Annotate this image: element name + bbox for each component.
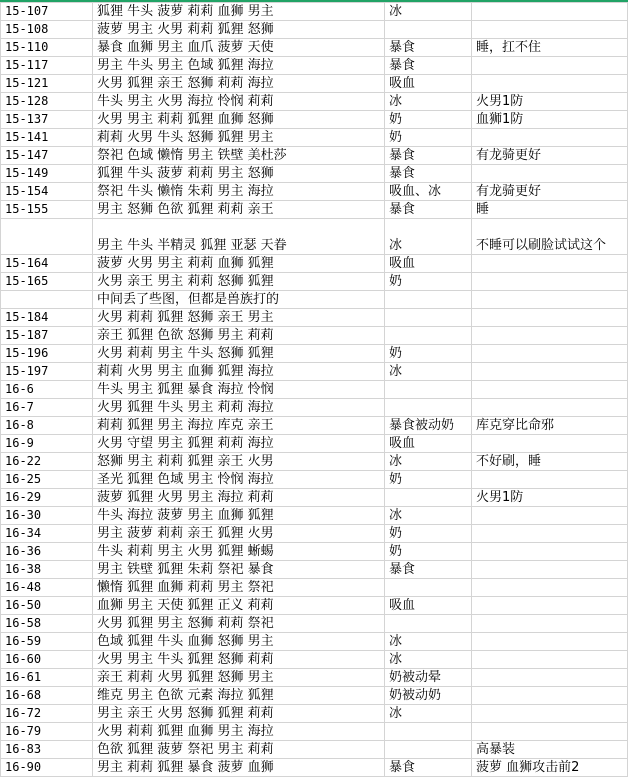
table-row — [1, 489, 628, 507]
table-row — [1, 507, 628, 525]
cell-id[interactable]: 16-59 — [1, 633, 93, 651]
cell-team[interactable]: 圣光 狐狸 色域 男主 怜悯 海拉 — [93, 471, 385, 489]
cell-id[interactable]: 15-187 — [1, 327, 93, 345]
cell-team[interactable]: 莉莉 火男 男主 血狮 狐狸 海拉 — [93, 363, 385, 381]
cell-note[interactable] — [472, 309, 628, 327]
cell-id[interactable]: 16-68 — [1, 687, 93, 705]
cell-ability[interactable]: 吸血 — [385, 435, 472, 453]
table-row — [1, 3, 628, 21]
table-row — [1, 579, 628, 597]
cell-note[interactable]: 不好刷，睡 — [472, 453, 628, 471]
table-row — [1, 651, 628, 669]
cell-note[interactable] — [472, 57, 628, 75]
table-row — [1, 543, 628, 561]
table-row — [1, 345, 628, 363]
cell-id[interactable]: 16-8 — [1, 417, 93, 435]
table-row — [1, 741, 628, 759]
cell-note[interactable] — [472, 75, 628, 93]
table-row — [1, 597, 628, 615]
cell-team[interactable]: 火男 狐狸 牛头 男主 莉莉 海拉 — [93, 399, 385, 417]
cell-team[interactable]: 火男 狐狸 亲王 怒狮 莉莉 海拉 — [93, 75, 385, 93]
table-row — [1, 759, 628, 777]
cell-team[interactable]: 菠萝 狐狸 火男 男主 海拉 莉莉 — [93, 489, 385, 507]
table-row — [1, 687, 628, 705]
cell-ability[interactable]: 暴食 — [385, 561, 472, 579]
cell-id[interactable]: 16-9 — [1, 435, 93, 453]
cell-ability[interactable] — [385, 489, 472, 507]
table-row — [1, 363, 628, 381]
cell-note[interactable] — [472, 723, 628, 741]
cell-team[interactable]: 怒狮 男主 莉莉 狐狸 亲王 火男 — [93, 453, 385, 471]
cell-team[interactable]: 火男 男主 莉莉 狐狸 血狮 怒狮 — [93, 111, 385, 129]
cell-ability[interactable] — [385, 309, 472, 327]
table-row — [1, 255, 628, 273]
cell-ability[interactable]: 奶 — [385, 273, 472, 291]
cell-id[interactable]: 16-58 — [1, 615, 93, 633]
cell-note[interactable]: 火男1防 — [472, 93, 628, 111]
cell-ability[interactable]: 暴食 — [385, 165, 472, 183]
cell-team[interactable]: 火男 莉莉 狐狸 血狮 男主 海拉 — [93, 723, 385, 741]
cell-id[interactable] — [1, 219, 93, 255]
cell-id[interactable]: 16-30 — [1, 507, 93, 525]
table-row — [1, 75, 628, 93]
cell-ability[interactable]: 奶 — [385, 111, 472, 129]
cell-id[interactable]: 15-141 — [1, 129, 93, 147]
cell-ability[interactable] — [385, 381, 472, 399]
cell-id[interactable]: 16-83 — [1, 741, 93, 759]
cell-note[interactable] — [472, 255, 628, 273]
cell-team[interactable]: 牛头 莉莉 男主 火男 狐狸 蜥蜴 — [93, 543, 385, 561]
cell-ability[interactable]: 冰 — [385, 93, 472, 111]
cell-ability[interactable]: 奶被动奶 — [385, 687, 472, 705]
cell-team[interactable]: 色域 狐狸 牛头 血狮 怒狮 男主 — [93, 633, 385, 651]
cell-team[interactable]: 菠萝 男主 火男 莉莉 狐狸 怒狮 — [93, 21, 385, 39]
table-row — [1, 381, 628, 399]
cell-team[interactable]: 菠萝 火男 男主 莉莉 血狮 狐狸 — [93, 255, 385, 273]
cell-note[interactable]: 有龙骑更好 — [472, 183, 628, 201]
table-row — [1, 183, 628, 201]
cell-team[interactable]: 亲王 狐狸 色欲 怒狮 男主 莉莉 — [93, 327, 385, 345]
table-row — [1, 525, 628, 543]
table-row — [1, 147, 628, 165]
cell-ability[interactable]: 吸血 — [385, 75, 472, 93]
cell-note[interactable] — [472, 399, 628, 417]
table-row — [1, 471, 628, 489]
table-row — [1, 615, 628, 633]
cell-id[interactable]: 16-7 — [1, 399, 93, 417]
cell-ability[interactable]: 吸血、冰 — [385, 183, 472, 201]
cell-note[interactable]: 菠萝 血狮攻击前2 — [472, 759, 628, 777]
cell-note[interactable] — [472, 561, 628, 579]
cell-note[interactable] — [472, 363, 628, 381]
table-row — [1, 21, 628, 39]
cell-id[interactable]: 15-110 — [1, 39, 93, 57]
cell-ability[interactable]: 冰 — [385, 363, 472, 381]
cell-ability[interactable]: 冰 — [385, 3, 472, 21]
table-row — [1, 453, 628, 471]
cell-ability[interactable] — [385, 723, 472, 741]
cell-note[interactable] — [472, 435, 628, 453]
cell-team[interactable]: 火男 男主 牛头 狐狸 怒狮 莉莉 — [93, 651, 385, 669]
cell-team[interactable]: 中间丢了些图，但都是兽族打的 — [93, 291, 385, 309]
table-row — [1, 705, 628, 723]
cell-ability[interactable]: 吸血 — [385, 255, 472, 273]
cell-ability[interactable]: 暴食 — [385, 201, 472, 219]
cell-id[interactable]: 16-61 — [1, 669, 93, 687]
data-grid — [0, 2, 628, 777]
table-row — [1, 39, 628, 57]
cell-note[interactable] — [472, 21, 628, 39]
cell-note[interactable]: 高暴装 — [472, 741, 628, 759]
cell-note[interactable] — [472, 165, 628, 183]
cell-note[interactable] — [472, 687, 628, 705]
cell-team[interactable]: 男主 亲王 火男 怒狮 狐狸 莉莉 — [93, 705, 385, 723]
cell-team[interactable]: 莉莉 狐狸 男主 海拉 库克 亲王 — [93, 417, 385, 435]
cell-team[interactable]: 男主 菠萝 莉莉 亲王 狐狸 火男 — [93, 525, 385, 543]
cell-team[interactable]: 狐狸 牛头 菠萝 莉莉 男主 怒狮 — [93, 165, 385, 183]
cell-team[interactable]: 火男 亲王 男主 莉莉 怒狮 狐狸 — [93, 273, 385, 291]
cell-note[interactable]: 睡，扛不住 — [472, 39, 628, 57]
cell-note[interactable] — [472, 705, 628, 723]
table-row — [1, 273, 628, 291]
table-row — [1, 129, 628, 147]
table-row — [1, 399, 628, 417]
cell-ability[interactable]: 冰 — [385, 453, 472, 471]
cell-id[interactable]: 15-117 — [1, 57, 93, 75]
cell-id[interactable] — [1, 291, 93, 309]
cell-id[interactable]: 15-196 — [1, 345, 93, 363]
cell-id[interactable]: 15-121 — [1, 75, 93, 93]
cell-team[interactable]: 亲王 莉莉 火男 狐狸 怒狮 男主 — [93, 669, 385, 687]
cell-ability[interactable] — [385, 741, 472, 759]
cell-id[interactable]: 15-165 — [1, 273, 93, 291]
cell-ability[interactable] — [385, 615, 472, 633]
cell-note[interactable] — [472, 273, 628, 291]
table-row — [1, 93, 628, 111]
cell-ability[interactable]: 奶被动晕 — [385, 669, 472, 687]
cell-note[interactable]: 睡 — [472, 201, 628, 219]
cell-note[interactable]: 火男1防 — [472, 489, 628, 507]
cell-ability[interactable]: 奶 — [385, 525, 472, 543]
cell-id[interactable]: 16-34 — [1, 525, 93, 543]
table-row — [1, 57, 628, 75]
cell-id[interactable]: 16-50 — [1, 597, 93, 615]
cell-team[interactable]: 牛头 男主 狐狸 暴食 海拉 怜悯 — [93, 381, 385, 399]
table-row — [1, 633, 628, 651]
cell-note[interactable]: 血狮1防 — [472, 111, 628, 129]
table-row — [1, 309, 628, 327]
cell-id[interactable]: 15-197 — [1, 363, 93, 381]
table-row — [1, 291, 628, 309]
cell-id[interactable]: 16-6 — [1, 381, 93, 399]
cell-note[interactable] — [472, 525, 628, 543]
cell-team[interactable]: 莉莉 火男 牛头 怒狮 狐狸 男主 — [93, 129, 385, 147]
cell-team[interactable]: 男主 牛头 半精灵 狐狸 亚瑟 天眷 — [93, 219, 385, 255]
cell-ability[interactable] — [385, 21, 472, 39]
cell-team[interactable]: 色欲 狐狸 菠萝 祭祀 男主 莉莉 — [93, 741, 385, 759]
cell-note[interactable] — [472, 633, 628, 651]
cell-id[interactable]: 15-107 — [1, 3, 93, 21]
cell-note[interactable]: 不睡可以刷脸试试这个 — [472, 219, 628, 255]
cell-ability[interactable]: 暴食 — [385, 39, 472, 57]
cell-note[interactable] — [472, 579, 628, 597]
table-row — [1, 723, 628, 741]
cell-team[interactable]: 火男 守望 男主 狐狸 莉莉 海拉 — [93, 435, 385, 453]
cell-id[interactable]: 15-155 — [1, 201, 93, 219]
cell-team[interactable]: 火男 莉莉 狐狸 怒狮 亲王 男主 — [93, 309, 385, 327]
table-row — [1, 201, 628, 219]
cell-note[interactable] — [472, 669, 628, 687]
cell-ability[interactable]: 冰 — [385, 705, 472, 723]
cell-team[interactable]: 血狮 男主 天使 狐狸 正义 莉莉 — [93, 597, 385, 615]
cell-note[interactable]: 库克穿比命邪 — [472, 417, 628, 435]
cell-team[interactable]: 暴食 血狮 男主 血爪 菠萝 天使 — [93, 39, 385, 57]
cell-id[interactable]: 16-25 — [1, 471, 93, 489]
cell-team[interactable]: 男主 牛头 男主 色域 狐狸 海拉 — [93, 57, 385, 75]
cell-note[interactable] — [472, 291, 628, 309]
cell-id[interactable]: 16-90 — [1, 759, 93, 777]
cell-ability[interactable] — [385, 579, 472, 597]
cell-note[interactable] — [472, 651, 628, 669]
cell-team[interactable]: 懒惰 狐狸 血狮 莉莉 男主 祭祀 — [93, 579, 385, 597]
cell-id[interactable]: 16-22 — [1, 453, 93, 471]
cell-ability[interactable]: 奶 — [385, 471, 472, 489]
cell-id[interactable]: 16-36 — [1, 543, 93, 561]
cell-id[interactable]: 15-137 — [1, 111, 93, 129]
cell-ability[interactable]: 冰 — [385, 219, 472, 255]
cell-note[interactable] — [472, 327, 628, 345]
cell-id[interactable]: 15-108 — [1, 21, 93, 39]
cell-ability[interactable]: 暴食 — [385, 147, 472, 165]
cell-id[interactable]: 15-184 — [1, 309, 93, 327]
cell-id[interactable]: 15-149 — [1, 165, 93, 183]
cell-team[interactable]: 火男 狐狸 男主 怒狮 莉莉 祭祀 — [93, 615, 385, 633]
cell-ability[interactable] — [385, 399, 472, 417]
cell-note[interactable] — [472, 345, 628, 363]
cell-ability[interactable]: 冰 — [385, 651, 472, 669]
table-row — [1, 669, 628, 687]
cell-ability[interactable]: 奶 — [385, 345, 472, 363]
cell-note[interactable] — [472, 543, 628, 561]
cell-ability[interactable] — [385, 327, 472, 345]
cell-id[interactable]: 16-60 — [1, 651, 93, 669]
cell-note[interactable] — [472, 129, 628, 147]
cell-team[interactable]: 狐狸 牛头 菠萝 莉莉 血狮 男主 — [93, 3, 385, 21]
cell-ability[interactable] — [385, 291, 472, 309]
cell-team[interactable]: 男主 怒狮 色欲 狐狸 莉莉 亲王 — [93, 201, 385, 219]
cell-ability[interactable]: 奶 — [385, 129, 472, 147]
table-row — [1, 327, 628, 345]
cell-ability[interactable]: 暴食被动奶 — [385, 417, 472, 435]
table-row — [1, 417, 628, 435]
cell-note[interactable] — [472, 507, 628, 525]
cell-ability[interactable]: 吸血 — [385, 597, 472, 615]
cell-id[interactable]: 16-79 — [1, 723, 93, 741]
cell-id[interactable]: 16-72 — [1, 705, 93, 723]
cell-team[interactable]: 男主 莉莉 狐狸 暴食 菠萝 血狮 — [93, 759, 385, 777]
cell-team[interactable]: 维克 男主 色欲 元素 海拉 狐狸 — [93, 687, 385, 705]
cell-id[interactable]: 16-48 — [1, 579, 93, 597]
cell-note[interactable] — [472, 597, 628, 615]
cell-note[interactable] — [472, 615, 628, 633]
table-row — [1, 111, 628, 129]
cell-team[interactable]: 牛头 海拉 菠萝 男主 血狮 狐狸 — [93, 507, 385, 525]
cell-ability[interactable]: 暴食 — [385, 57, 472, 75]
cell-ability[interactable]: 冰 — [385, 633, 472, 651]
table-row — [1, 435, 628, 453]
cell-note[interactable]: 有龙骑更好 — [472, 147, 628, 165]
cell-team[interactable]: 男主 铁壁 狐狸 朱莉 祭祀 暴食 — [93, 561, 385, 579]
cell-note[interactable] — [472, 3, 628, 21]
cell-note[interactable] — [472, 381, 628, 399]
cell-note[interactable] — [472, 471, 628, 489]
cell-id[interactable]: 15-154 — [1, 183, 93, 201]
cell-team[interactable]: 牛头 男主 火男 海拉 怜悯 莉莉 — [93, 93, 385, 111]
cell-id[interactable]: 15-128 — [1, 93, 93, 111]
cell-ability[interactable]: 奶 — [385, 543, 472, 561]
cell-id[interactable]: 15-164 — [1, 255, 93, 273]
cell-ability[interactable]: 暴食 — [385, 759, 472, 777]
table-row — [1, 219, 628, 255]
cell-team[interactable]: 祭祀 牛头 懒惰 朱莉 男主 海拉 — [93, 183, 385, 201]
cell-ability[interactable]: 冰 — [385, 507, 472, 525]
table-row — [1, 165, 628, 183]
cell-team[interactable]: 火男 莉莉 男主 牛头 怒狮 狐狸 — [93, 345, 385, 363]
table-row — [1, 561, 628, 579]
cell-id[interactable]: 16-29 — [1, 489, 93, 507]
cell-id[interactable]: 15-147 — [1, 147, 93, 165]
cell-team[interactable]: 祭祀 色域 懒惰 男主 铁壁 美杜莎 — [93, 147, 385, 165]
cell-id[interactable]: 16-38 — [1, 561, 93, 579]
